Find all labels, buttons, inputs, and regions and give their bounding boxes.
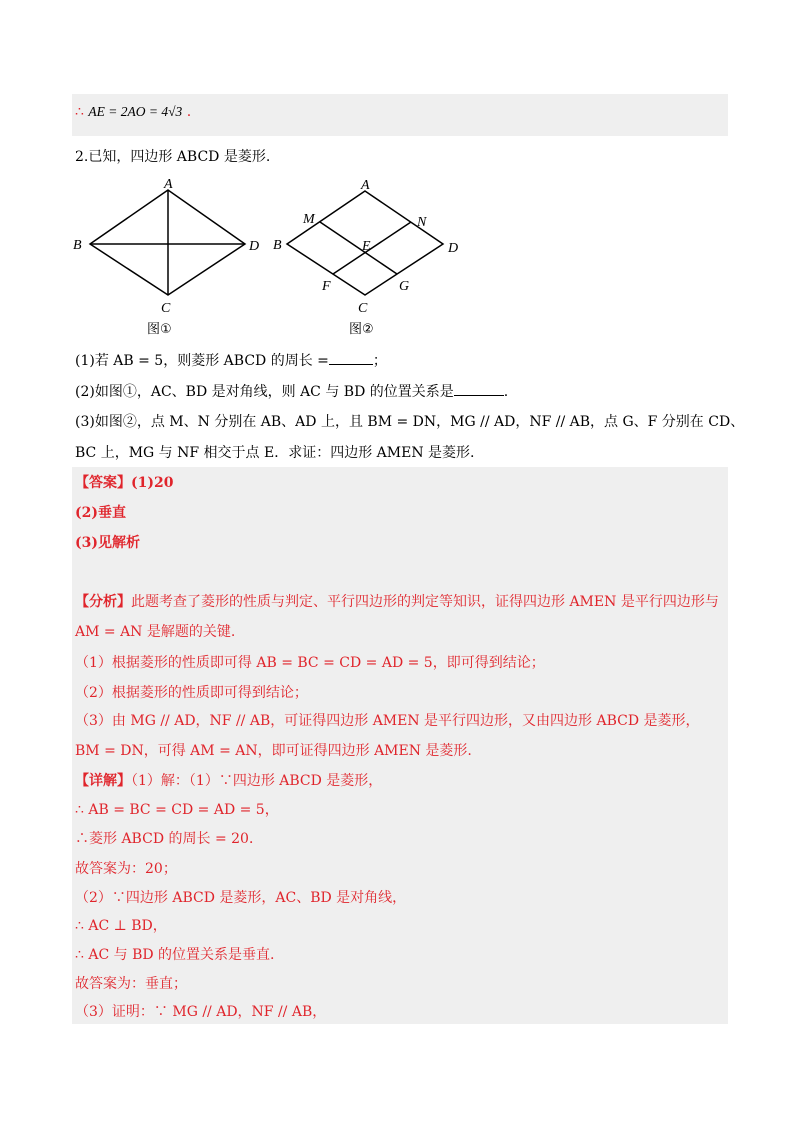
question-2: (2)如图①，AC、BD 是对角线，则 AC 与 BD 的位置关系是 . [75,384,509,400]
detail-line-5: （2）∵四边形 ABCD 是菱形，AC、BD 是对角线， [75,890,407,906]
detail-tag: 【详解】 [75,773,131,789]
top-solution-line [75,103,191,121]
fig1-label-D: D [249,239,260,254]
fig2-label-E: E [362,239,371,254]
fig1-label-B: B [73,238,82,253]
therefore-symbol: ∴ [75,104,84,120]
analysis-line-6: BM = DN，可得 AM = AN，即可证得四边形 AMEN 是菱形. [75,743,472,759]
question-3-line-2: BC 上，MG 与 NF 相交于点 E．求证：四边形 AMEN 是菱形. [75,445,475,461]
detail-line-8: 故答案为：垂直； [75,976,187,992]
analysis-tag: 【分析】 [75,594,131,610]
fig2-label-A: A [361,178,370,193]
detail-line-4: 故答案为：20； [75,861,177,877]
question-1: (1)若 AB = 5，则菱形 ABCD 的周长 = ； [75,353,387,369]
analysis-line-2: AM = AN 是解题的关键. [75,624,236,640]
figure-area [0,175,800,355]
answer-blank-2 [454,383,504,396]
analysis-line-4: （2）根据菱形的性质即可得到结论； [75,685,308,701]
analysis-line-5: （3）由 MG // AD，NF // AB，可证得四边形 AMEN 是平行四边形，又由四边形 ABCD 是菱形， [75,713,700,729]
fig1-caption: 图① [147,322,172,337]
question-3-line-1: (3)如图②，点 M、N 分别在 AB、AD 上，且 BM = DN，MG // AD，NF // AB，点 G、F 分别在 CD、 [75,414,745,430]
detail-line-3: ∴菱形 ABCD 的周长 = 20． [75,831,263,847]
problem-intro: 2.已知，四边形 ABCD 是菱形. [75,149,271,165]
figure-1-rhombus [90,190,245,295]
analysis-line-1: 【分析】此题考查了菱形的性质与判定、平行四边形的判定等知识，证得四边形 AMEN 是平行四边形与 [75,594,719,610]
detail-line-6: ∴ AC ⊥ BD， [75,918,167,934]
fig2-label-C: C [358,301,368,316]
fig1-label-C: C [161,301,171,316]
fig2-label-N: N [417,215,427,230]
answer-line-1 [75,474,173,492]
detail-line-2: ∴ AB = BC = CD = AD = 5， [75,802,279,818]
fig2-label-B: B [273,238,282,253]
answer-3: (3)见解析 [75,535,140,551]
detail-line-9: （3）证明：∵ MG // AD，NF // AB， [75,1004,327,1020]
fig2-label-G: G [399,279,410,294]
fig2-label-M: M [303,212,315,227]
fig2-caption: 图② [349,322,374,337]
fig1-label-A: A [164,177,173,192]
answer-tag: 【答案】 [75,475,131,491]
fig2-label-F: F [322,279,331,294]
fig2-label-D: D [448,241,459,256]
detail-line-7: ∴ AC 与 BD 的位置关系是垂直. [75,947,275,963]
detail-line-1: 【详解】（1）解：（1）∵四边形 ABCD 是菱形， [75,773,383,789]
top-period: . [186,104,192,120]
answer-1: (1)20 [131,475,174,491]
answer-2: (2)垂直 [75,505,126,521]
top-expression: AE = 2AO = 4√3 [88,104,183,119]
answer-blank-1 [329,352,373,365]
analysis-line-3: （1）根据菱形的性质即可得 AB = BC = CD = AD = 5，即可得到结论； [75,655,545,671]
